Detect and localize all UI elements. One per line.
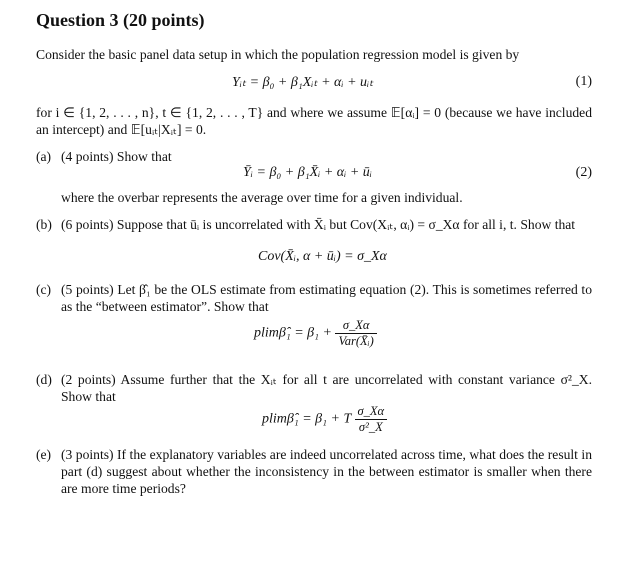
equation-d-numerator: σ_Xα [355,404,388,420]
equation-2-number: (2) [575,165,592,180]
part-c-label: (c) [36,282,52,297]
equation-c-numerator: σ_Xα [335,318,376,334]
part-d-label: (d) [36,372,52,387]
part-a-text: (4 points) Show that [61,149,172,164]
equation-1-number: (1) [575,74,592,89]
part-b-text: (6 points) Suppose that ūᵢ is uncorrelated with X̄ᵢ but Cov(Xᵢₜ, αᵢ) = σ_Xα for all i, t. Show that [61,217,576,232]
part-d [36,371,592,405]
part-d-text: (2 points) Assume further that the Xᵢₜ for all t are uncorrelated with constant variance σ²_X. Show that [61,372,592,404]
part-a-label: (a) [36,149,52,164]
equation-c-fraction [335,318,376,349]
equation-c-denominator: Var(X̄ᵢ) [338,334,374,348]
part-c [36,281,592,315]
part-e [36,446,592,497]
equation-c-lhs: plimβ̂₁ = β₁ + [254,325,332,341]
part-c-text: (5 points) Let β̂₁ be the OLS estimate from estimating equation (2). This is sometimes referred to as the “between estimator”. Show that [61,282,592,314]
equation-d-fraction [355,404,388,435]
equation-d-lhs: plimβ̂₁ = β₁ + T [262,411,351,427]
equation-b: Cov(X̄ᵢ, α + ūᵢ) = σ_Xα [258,249,387,264]
part-a-after [36,189,592,206]
part-b [36,216,592,233]
part-a [36,148,592,165]
equation-d-denominator: σ²_X [358,420,383,434]
equation-d [262,404,387,435]
equation-c [254,318,377,349]
assumption-text: for i ∈ {1, 2, . . . , n}, t ∈ {1, 2, . . . , T} and where we assume 𝔼[αᵢ] = 0 (because we have included an intercept) and 𝔼[uᵢₜ|Xᵢₜ] = 0. [36,105,592,137]
part-e-text: (3 points) If the explanatory variables are indeed uncorrelated across time, what does the result in part (d) suggest about whether the inconsistency in the between estimator is smaller when there are more time periods? [61,447,592,496]
part-e-label: (e) [36,447,52,462]
part-a-after-text: where the overbar represents the average over time for a given individual. [61,190,463,205]
question-title: Question 3 (20 points) [36,10,205,30]
equation-1: Yᵢₜ = β₀ + β₁Xᵢₜ + αᵢ + uᵢₜ [232,75,374,90]
intro-text: Consider the basic panel data setup in which the population regression model is given by [36,47,520,62]
part-b-label: (b) [36,217,52,232]
equation-2: Ȳᵢ = β₀ + β₁X̄ᵢ + αᵢ + ūᵢ [243,165,373,180]
